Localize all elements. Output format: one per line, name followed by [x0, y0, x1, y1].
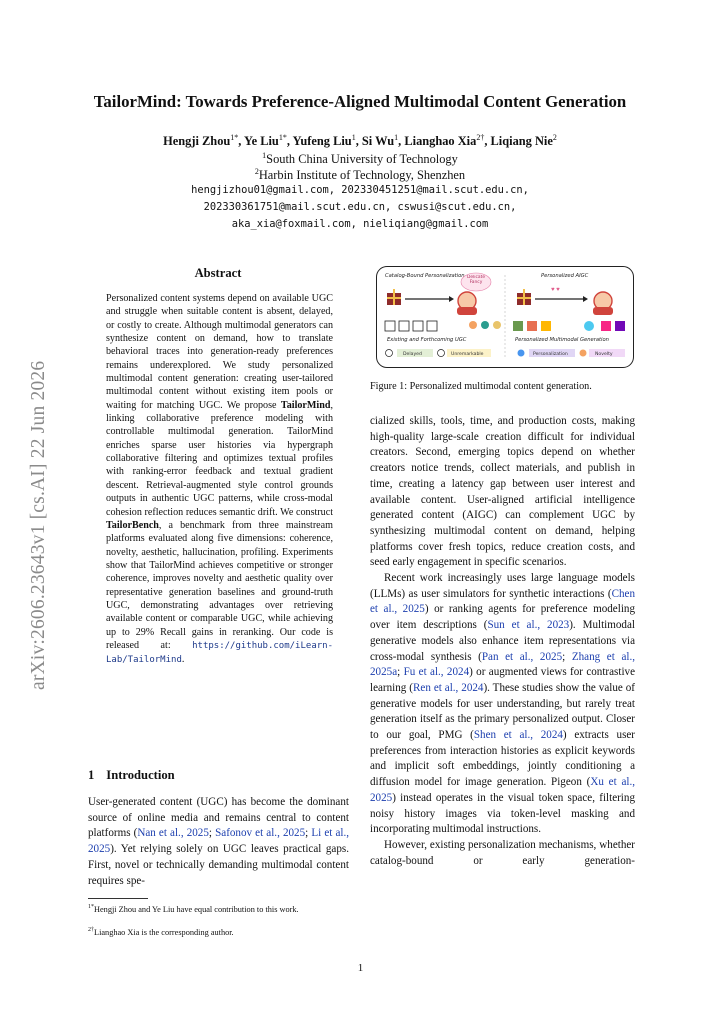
email-line: aka_xia@foxmail.com, nieliqiang@gmail.com: [231, 218, 489, 230]
citation-link[interactable]: Xu et al., 2025: [370, 776, 635, 804]
citation-link[interactable]: Ren et al., 2024: [413, 681, 484, 694]
svg-text:Personalization: Personalization: [533, 352, 568, 357]
page-number: 1: [357, 962, 364, 974]
citation-link[interactable]: Pan et al., 2025: [481, 650, 563, 663]
citation-link[interactable]: Li et al., 2025: [88, 827, 349, 856]
author: Hengji Zhou$^{1*}$: [163, 133, 239, 149]
figure-left-title: Catalog-Bound Personalization: [385, 273, 465, 279]
author: Yufeng Liu$^1$: [292, 133, 356, 149]
star-icon: [580, 350, 587, 357]
paragraph: However, existing personalization mechanisms, whether catalog-bound or early generation-: [370, 838, 635, 867]
figure-1: [376, 266, 634, 368]
affiliation-1: $^1$South China University of Technology: [262, 151, 458, 167]
citation-link[interactable]: Safonov et al., 2025: [215, 827, 306, 840]
abstract-heading: Abstract: [194, 266, 242, 280]
figure-right-title: Personalized AIGC: [541, 273, 589, 279]
email-line: hengjizhou01@gmail.com, 202330451251@mail.scut.edu.cn,: [191, 184, 529, 196]
citation-link[interactable]: Fu et al., 2024: [403, 666, 470, 679]
citation-link[interactable]: Nan et al., 2025: [137, 827, 209, 840]
figure-left-caption: Existing and Forthcoming UGC: [387, 337, 467, 343]
gear-icon: [386, 350, 393, 357]
paragraph: cialized skills, tools, time, and production costs, making high-quality large-scale creation difficult for individual creators. Second, emerging topics depend on whether creators notice trends, collect materials, and publish in time, creating a latency gap between user interest and available content. User-aligned artificial intelligence generated content (AIGC) can complement UGC by synthesizing multimodal content on demand, helping platforms cover fresh topics, reduce creation costs, and seed early engagement in specific scenarios.: [370, 415, 635, 569]
code-link[interactable]: https://github.com/iLearn-Lab/TailorMind: [106, 640, 333, 666]
ugc-content-icons: [385, 321, 437, 331]
affiliation-2: $^2$Harbin Institute of Technology, Shenzhen: [254, 167, 466, 183]
footnote-1: $^{1*}$Hengji Zhou and Ye Liu have equal contribution to this work.: [88, 904, 299, 914]
right-column-text: [370, 414, 635, 869]
thought-bubble-text: Delicate Fancy: [466, 275, 486, 285]
citation-link[interactable]: Sun et al., 2023: [487, 619, 570, 632]
sparkle-icon: [518, 350, 525, 357]
citation-link[interactable]: Zhang et al., 2025a: [370, 650, 635, 679]
neutral-face-icon: [438, 350, 445, 357]
email-line: 202330361751@mail.scut.edu.cn, cswusi@scut.edu.cn,: [203, 201, 517, 213]
citation-link[interactable]: Shen et al., 2024: [473, 729, 563, 742]
svg-text:Delayed: Delayed: [403, 352, 422, 357]
svg-text:Unremarkable: Unremarkable: [451, 352, 484, 357]
citation-link[interactable]: Chen et al., 2025: [370, 587, 635, 616]
figure-right-caption: Personalized Multimodal Generation: [515, 337, 609, 343]
arxiv-stamp: [20, 290, 60, 690]
generated-content-icons: [513, 321, 625, 331]
arxiv-stamp-text: arXiv:2606.23643v1 [cs.AI] 22 Jun 2026: [28, 360, 49, 690]
author: Ye Liu$^{1*}$: [244, 133, 287, 149]
footnote-rule: [88, 898, 148, 899]
footnote-2: $^{2\dagger}$Lianghao Xia is the corresponding author.: [88, 927, 234, 937]
abstract-body: Personalized content systems depend on available UGC and struggle when suitable content is absent, delayed, or costly to create. Although multimodal generators can synthesize content on demand, how to translate behavioral traces into generation-ready preferences remains underexplored. We study personalized multimodal content generation: creating user-tailored multimodal content without existing item pools or waiting for matching UGC. We propose TailorMind, linking collaborative preference modeling with controllable multimodal generation. TailorMind enriches sparse user histories via hypergraph collaborative filtering and optimizes textual profiles with ranking-error feedback and textual gradient descent. Retrieval-augmented style control grounds outputs in authentic UGC patterns, while cross-modal cohesion reflection reduces semantic drift. We construct TailorBench, a benchmark from three mainstream platforms evaluated along five dimensions: coherence, novelty, aesthetic, hallucination, profiling. Experiments show that TailorMind achieves competitive or stronger coherence, improves novelty and aesthetic quality over representative generation baselines and ground-truth UGC, demonstrating advantages over retrieving available content or comparable UGC, while achieving up to 29% Recall gains in reranking. Our code is released at: https://github.com/iLearn-Lab/TailorMind.: [106, 293, 333, 666]
introduction-paragraph: User-generated content (UGC) has become the dominant source of online media and remains central to content platforms (Nan et al., 2025; Safonov et al., 2025; Li et al., 2025). Yet relying solely on UGC leaves practical gaps. First, novel or technically demanding multimodal content requires spe-: [88, 796, 349, 887]
paper-title: TailorMind: Towards Preference-Aligned Multimodal Content Generation: [93, 92, 627, 111]
svg-text:Novelty: Novelty: [595, 352, 613, 357]
author: Liqiang Nie$^2$: [490, 133, 557, 149]
figure-caption: Figure 1: Personalized multimodal content generation.: [370, 381, 592, 392]
author: Lianghao Xia$^{2\dagger}$: [404, 133, 485, 149]
figure-1-illustration: [377, 267, 633, 367]
paragraph: Recent work increasingly uses large language models (LLMs) as user simulators for synthetic interactions (Chen et al., 2025) or ranking agents for preference modeling over item descriptions (Sun et al., 2023). Multimodal generative models also enhance item representations via cross-modal synthesis (Pan et al., 2025; Zhang et al., 2025a; Fu et al., 2024) or augmented views for contrastive learning (Ren et al., 2024). These studies show the value of generative models for user understanding, but rarely treat generation itself as the primary personalized output. Closer to our goal, PMG (Shen et al., 2024) extracts user preferences from interaction histories as explicit keywords and implicit soft embeddings, jointly conditioning a diffusion model for image generation. Pigeon (Xu et al., 2025) instead operates in the visual token space, filtering noisy history images via token-level masking and incorporating multimodal instructions.: [370, 572, 636, 836]
author: Si Wu$^1$: [361, 133, 399, 149]
author-list: Hengji Zhou$^{1*}$, Ye Liu$^{1*}$, Yufeng Liu$^1$, Si Wu$^1$, Lianghao Xia$^{2\dagger}$, Liqiang Nie$^2$: [163, 133, 557, 149]
svg-text:♥ ♥: ♥ ♥: [551, 287, 560, 293]
section-heading-introduction: 1 Introduction: [88, 768, 175, 782]
